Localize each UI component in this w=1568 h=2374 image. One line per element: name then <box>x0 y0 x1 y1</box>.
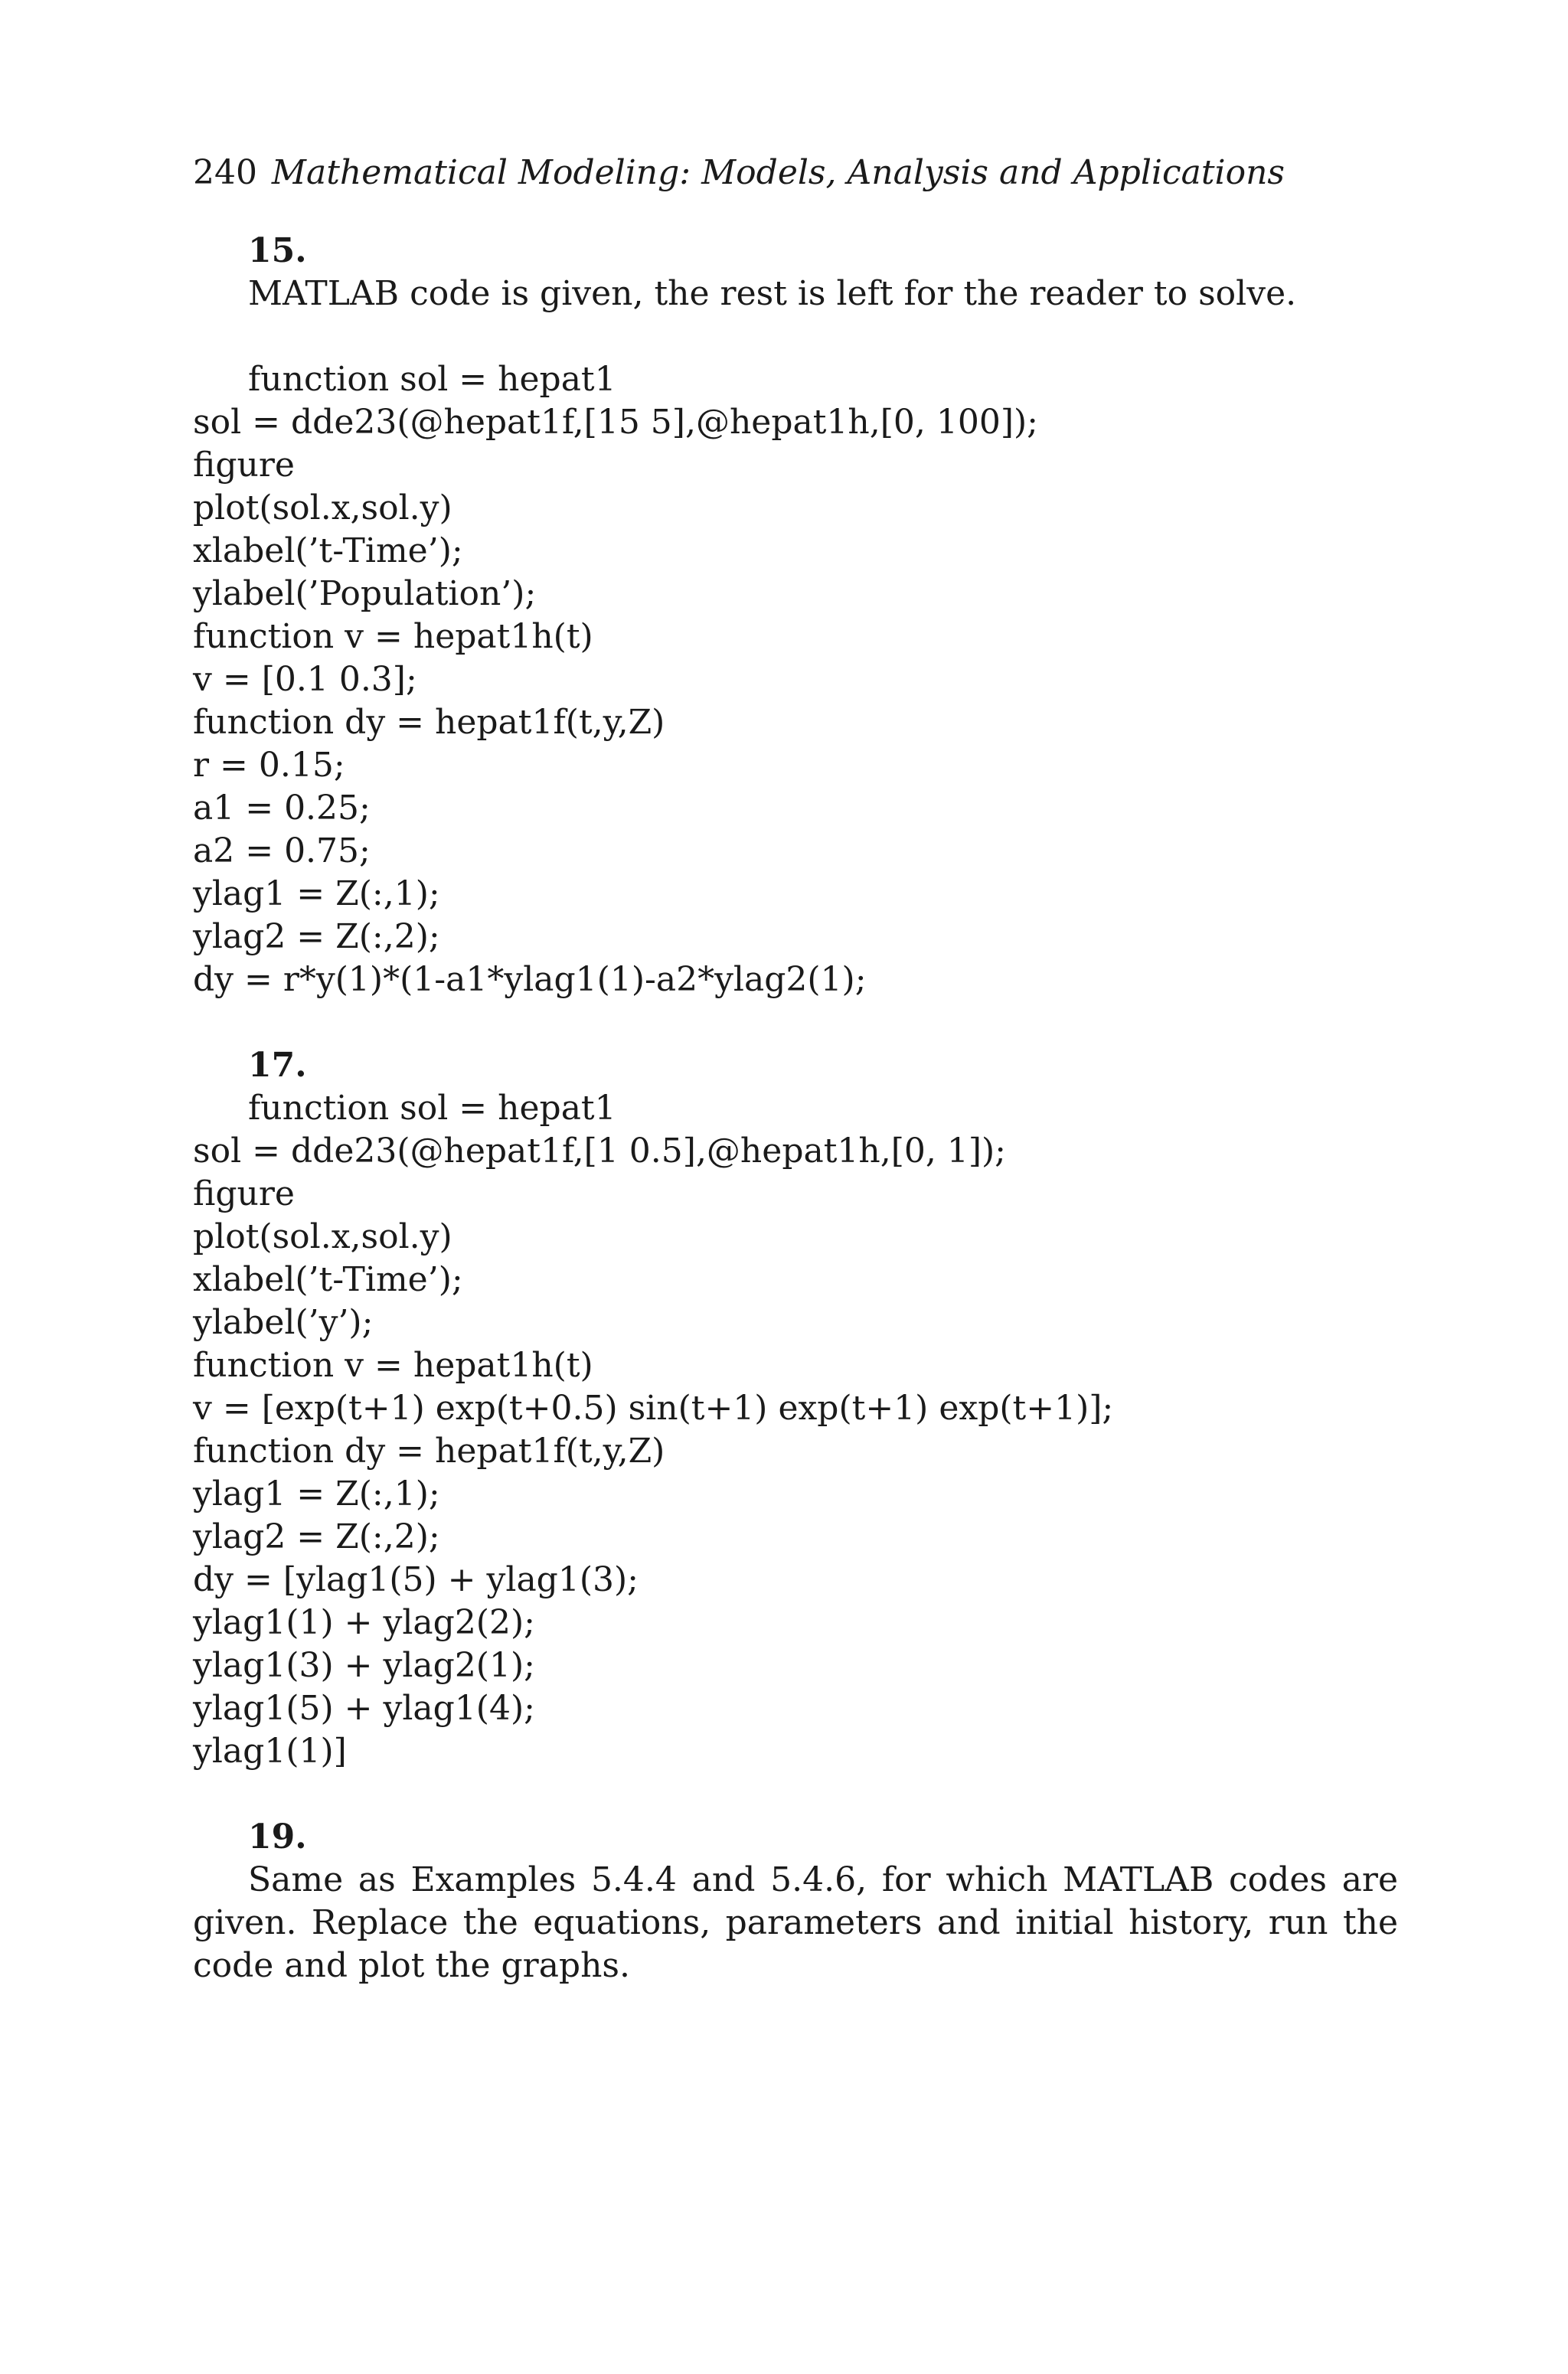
code-line: ylag2 = Z(:,2); <box>193 917 440 956</box>
spacer <box>193 1001 1398 1044</box>
exercise-17-number: 17. <box>248 1046 307 1085</box>
code-line: ylag1(1)] <box>193 1732 347 1771</box>
code-line: ylag1 = Z(:,1); <box>193 874 440 913</box>
code-line: function dy = hepat1f(t,y,Z) <box>193 703 665 742</box>
code-line: function dy = hepat1f(t,y,Z) <box>193 1432 665 1471</box>
code-line: ylag1 = Z(:,1); <box>193 1474 440 1514</box>
code-line: a1 = 0.25; <box>193 789 371 828</box>
exercise-19-paragraph: Same as Examples 5.4.4 and 5.4.6, for which MATLAB codes are given. Replace the equations, parameters and initial history, run the code and plot the graphs. <box>193 1860 1398 1985</box>
code-line: function v = hepat1h(t) <box>193 617 593 656</box>
code-line: ylag1(5) + ylag1(4); <box>193 1689 535 1728</box>
code-line: dy = r*y(1)*(1-a1*ylag1(1)-a2*ylag2(1); <box>193 960 867 999</box>
code-line: xlabel(’t-Time’); <box>193 531 463 570</box>
code-line: ylag2 = Z(:,2); <box>193 1517 440 1556</box>
code-line: v = [exp(t+1) exp(t+0.5) sin(t+1) exp(t+1) exp(t+1)]; <box>193 1389 1114 1428</box>
code-line: dy = [ylag1(5) + ylag1(3); <box>193 1560 639 1599</box>
code-line: function sol = hepat1 <box>248 360 616 399</box>
code-line: figure <box>193 1174 295 1213</box>
code-line: ylabel(’y’); <box>193 1303 374 1342</box>
code-line: plot(sol.x,sol.y) <box>193 1217 452 1256</box>
exercise-19-number: 19. <box>248 1817 307 1856</box>
code-line: xlabel(’t-Time’); <box>193 1260 463 1299</box>
spacer <box>193 1773 1398 1816</box>
page-header <box>193 153 1285 199</box>
code-line: r = 0.15; <box>193 746 345 785</box>
page-number: 240 <box>193 153 257 192</box>
code-line: ylag1(3) + ylag2(1); <box>193 1646 535 1685</box>
code-line: ylag1(1) + ylag2(2); <box>193 1603 535 1642</box>
exercise-17-code <box>193 1087 1398 1773</box>
code-line: v = [0.1 0.3]; <box>193 660 417 699</box>
code-line: ylabel(’Population’); <box>193 574 537 613</box>
code-line: function sol = hepat1 <box>248 1089 616 1128</box>
running-title: Mathematical Modeling: Models, Analysis and Applications <box>271 153 1285 192</box>
exercise-15-intro: MATLAB code is given, the rest is left for the reader to solve. <box>248 274 1297 313</box>
code-line: figure <box>193 446 295 485</box>
code-line: sol = dde23(@hepat1f,[15 5],@hepat1h,[0, 100]); <box>193 403 1038 442</box>
code-line: plot(sol.x,sol.y) <box>193 488 452 527</box>
code-line: a2 = 0.75; <box>193 831 371 870</box>
code-line: sol = dde23(@hepat1f,[1 0.5],@hepat1h,[0, 1]); <box>193 1131 1006 1171</box>
exercise-15-number: 15. <box>248 231 307 270</box>
exercise-15-code <box>193 358 1398 1001</box>
code-line: function v = hepat1h(t) <box>193 1346 593 1385</box>
spacer <box>193 315 1398 358</box>
page-body <box>193 230 1398 1987</box>
